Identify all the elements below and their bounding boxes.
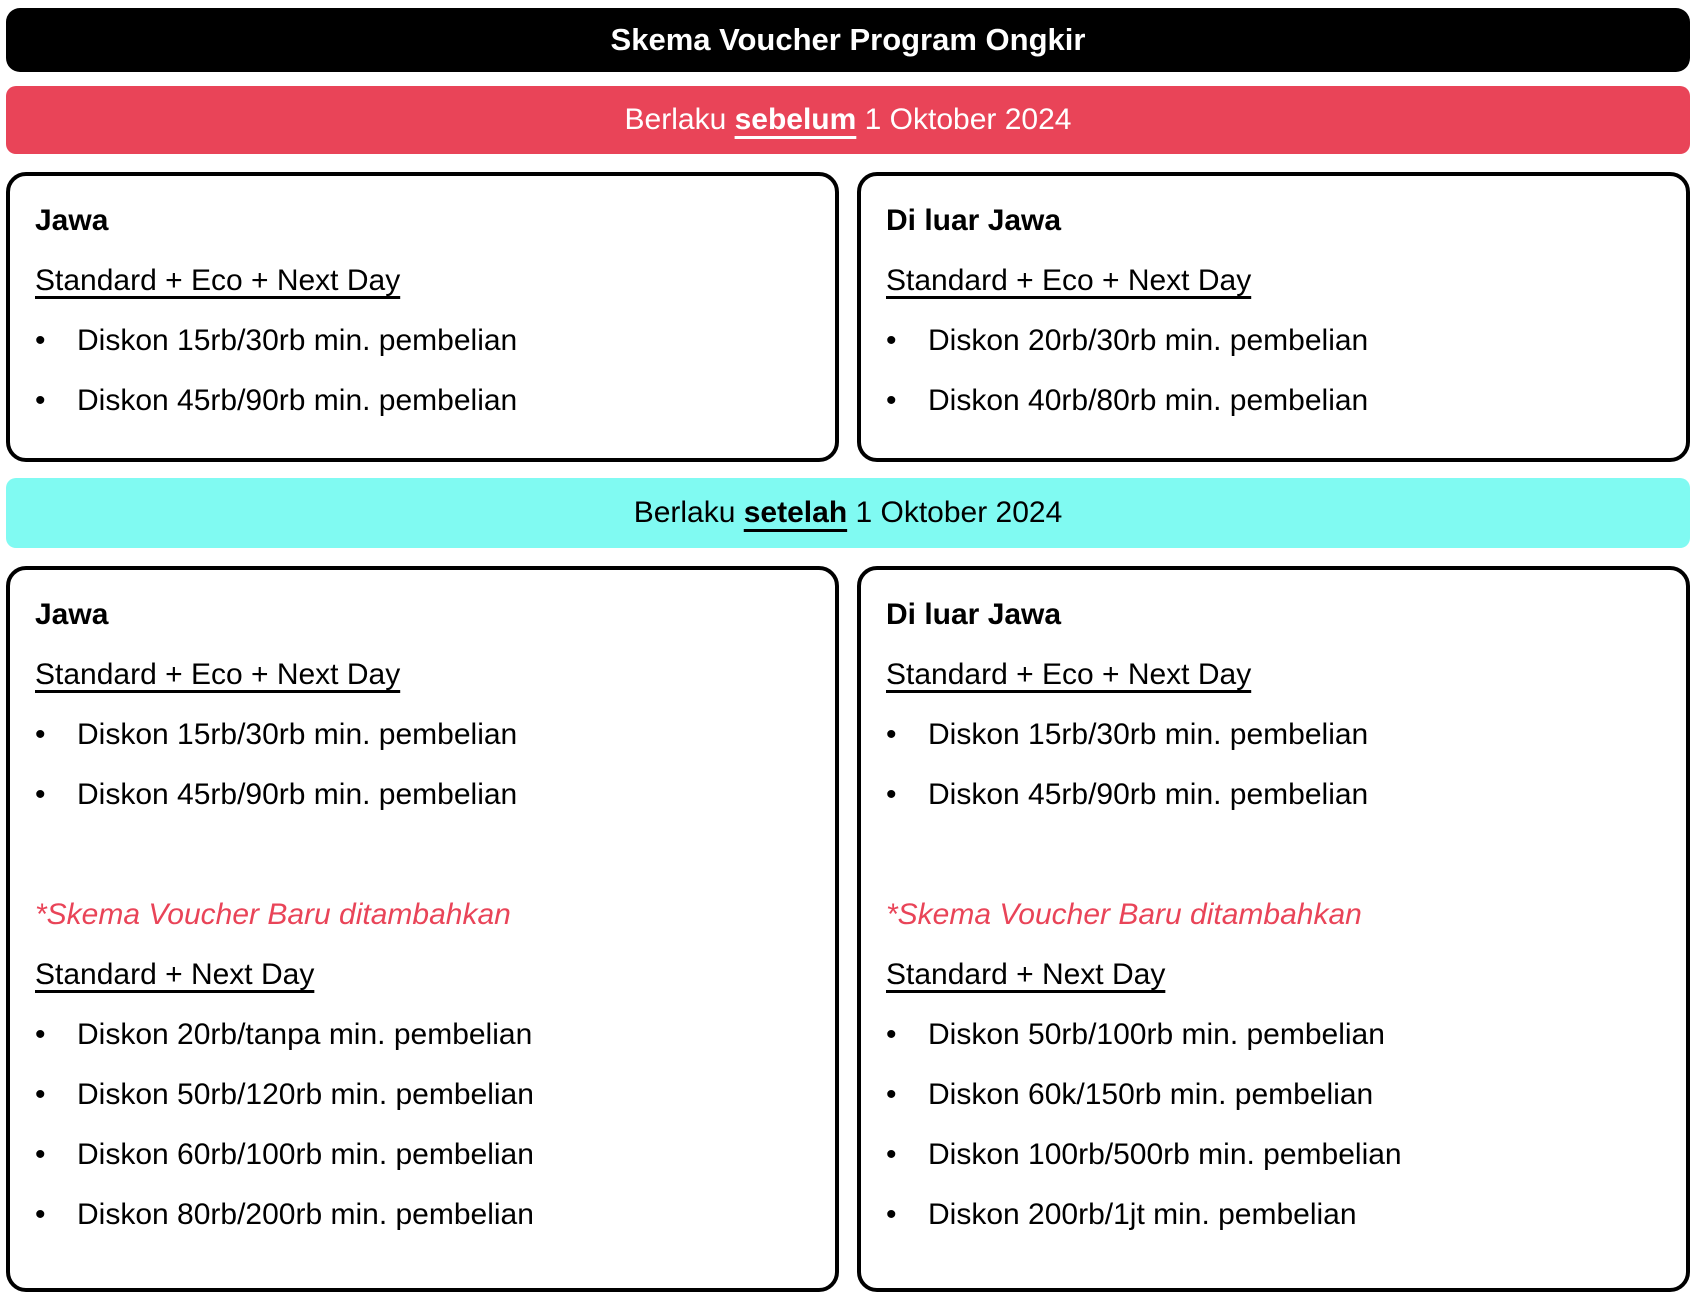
service-heading: Standard + Eco + Next Day <box>35 658 401 691</box>
bullet-icon: • <box>886 1198 897 1231</box>
bullet-icon: • <box>35 324 46 357</box>
banner-suffix: 1 Oktober 2024 <box>847 496 1063 529</box>
list-item-text: Diskon 50rb/120rb min. pembelian <box>77 1078 534 1111</box>
bullet-icon: • <box>35 384 46 417</box>
bullet-icon: • <box>35 718 46 751</box>
page-title: Skema Voucher Program Ongkir <box>610 22 1086 57</box>
list-item <box>35 1138 810 1172</box>
bullet-icon: • <box>35 778 46 811</box>
list-item <box>886 1138 1661 1172</box>
banner-emphasis: setelah <box>743 496 848 529</box>
list-item <box>35 1018 810 1052</box>
list-item <box>886 778 1661 812</box>
bullet-icon: • <box>886 1078 897 1111</box>
region-heading: Di luar Jawa <box>886 598 1062 631</box>
list-item-text: Diskon 45rb/90rb min. pembelian <box>77 384 518 417</box>
banner-suffix: 1 Oktober 2024 <box>856 103 1072 136</box>
list-item-text: Diskon 15rb/30rb min. pembelian <box>928 718 1369 751</box>
banner-before-oct <box>6 86 1690 154</box>
list-item-text: Diskon 80rb/200rb min. pembelian <box>77 1198 534 1231</box>
bullet-icon: • <box>886 384 897 417</box>
banner-text <box>625 103 1072 137</box>
bullet-icon: • <box>886 1018 897 1051</box>
new-scheme-note: *Skema Voucher Baru ditambahkan <box>35 898 511 931</box>
list-item-text: Diskon 50rb/100rb min. pembelian <box>928 1018 1385 1051</box>
bullet-icon: • <box>35 1018 46 1051</box>
list-item-text: Diskon 45rb/90rb min. pembelian <box>77 778 518 811</box>
list-item <box>35 324 810 358</box>
list-item-text: Diskon 15rb/30rb min. pembelian <box>77 324 518 357</box>
service-heading: Standard + Eco + Next Day <box>886 264 1252 297</box>
bullet-icon: • <box>35 1138 46 1171</box>
list-item <box>35 1078 810 1112</box>
region-heading: Di luar Jawa <box>886 204 1062 237</box>
discount-list <box>886 324 1661 418</box>
card-after-jawa <box>6 566 839 1292</box>
title-bar <box>6 8 1690 72</box>
bullet-icon: • <box>886 324 897 357</box>
list-item-text: Diskon 60k/150rb min. pembelian <box>928 1078 1374 1111</box>
list-item <box>886 384 1661 418</box>
cards-row-after <box>6 566 1690 1292</box>
bullet-icon: • <box>886 718 897 751</box>
list-item <box>886 718 1661 752</box>
bullet-icon: • <box>35 1198 46 1231</box>
list-item-text: Diskon 100rb/500rb min. pembelian <box>928 1138 1402 1171</box>
region-heading: Jawa <box>35 204 109 237</box>
list-item <box>886 1078 1661 1112</box>
list-item-text: Diskon 60rb/100rb min. pembelian <box>77 1138 534 1171</box>
banner-after-oct <box>6 478 1690 548</box>
new-scheme-note: *Skema Voucher Baru ditambahkan <box>886 898 1362 931</box>
new-service-heading: Standard + Next Day <box>886 958 1166 991</box>
new-discount-list <box>886 1018 1661 1232</box>
list-item-text: Diskon 200rb/1jt min. pembelian <box>928 1198 1357 1231</box>
bullet-icon: • <box>886 778 897 811</box>
banner-prefix: Berlaku <box>633 496 744 529</box>
card-before-luar-jawa <box>857 172 1690 462</box>
list-item <box>35 384 810 418</box>
list-item <box>35 718 810 752</box>
banner-emphasis: sebelum <box>734 103 857 136</box>
service-heading: Standard + Eco + Next Day <box>886 658 1252 691</box>
list-item-text: Diskon 20rb/30rb min. pembelian <box>928 324 1369 357</box>
list-item-text: Diskon 40rb/80rb min. pembelian <box>928 384 1369 417</box>
list-item <box>35 778 810 812</box>
bullet-icon: • <box>35 1078 46 1111</box>
card-before-jawa <box>6 172 839 462</box>
region-heading: Jawa <box>35 598 109 631</box>
list-item-text: Diskon 45rb/90rb min. pembelian <box>928 778 1369 811</box>
list-item <box>886 1018 1661 1052</box>
cards-row-before <box>6 172 1690 462</box>
discount-list <box>886 718 1661 812</box>
service-heading: Standard + Eco + Next Day <box>35 264 401 297</box>
discount-list <box>35 324 810 418</box>
bullet-icon: • <box>886 1138 897 1171</box>
list-item <box>886 1198 1661 1232</box>
discount-list <box>35 718 810 812</box>
list-item-text: Diskon 20rb/tanpa min. pembelian <box>77 1018 533 1051</box>
new-discount-list <box>35 1018 810 1232</box>
card-after-luar-jawa <box>857 566 1690 1292</box>
new-service-heading: Standard + Next Day <box>35 958 315 991</box>
list-item <box>35 1198 810 1232</box>
list-item <box>886 324 1661 358</box>
banner-text <box>634 496 1063 530</box>
banner-prefix: Berlaku <box>624 103 735 136</box>
list-item-text: Diskon 15rb/30rb min. pembelian <box>77 718 518 751</box>
